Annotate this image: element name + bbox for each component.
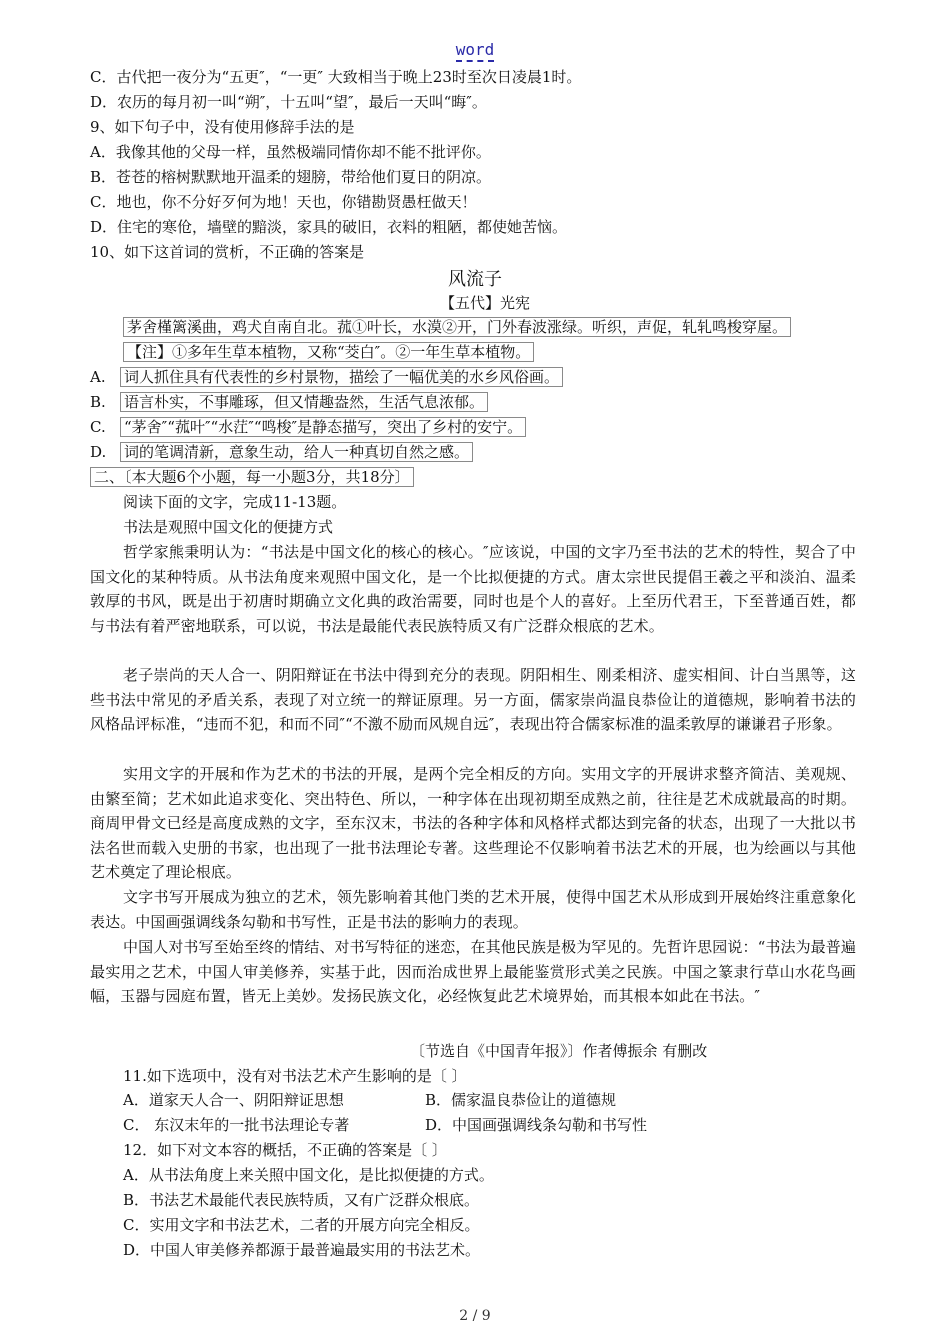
page-number: 2 / 9 (459, 1308, 491, 1324)
article-paragraph-3: 实用文字的开展和作为艺术的书法的开展，是两个完全相反的方向。实用文字的开展讲求整齐简洁、美观规、由繁至简；艺术如此追求变化、突出特色、所以，一种字体在出现初期至成熟之前，往往是艺术成就最高的时期。商周甲骨文已经是高度成熟的文字，至东汉末，书法的各种字体和风格样式都达到完备的状态，出现了一大批以书法名世而载入史册的书家，也出现了一批书法理论专著。这些理论不仅影响着书法艺术的开展，也为绘画以与其他艺术奠定了理论根底。 (90, 765, 856, 882)
q12-option-b: B．书法艺术最能代表民族特质，又有广泛群众根底。 (123, 1191, 480, 1209)
option-d-prev: D．农历的每月初一叫“朔″，十五叫“望″，最后一天叫“晦″。 (90, 93, 487, 111)
option-label: B. (90, 393, 106, 411)
article-paragraph-4: 文字书写开展成为独立的艺术，领先影响着其他门类的艺术开展，使得中国艺术从形成到开展始终注重意象化表达。中国画强调线条勾勒和书写性，正是书法的影响力的表现。 (90, 888, 856, 931)
page-header (0, 40, 950, 59)
q11-stem: 11.如下选项中，没有对书法艺术产生影响的是〔 〕 (123, 1067, 467, 1085)
q12-stem: 12．如下对文本容的概括，不正确的答案是〔 〕 (123, 1141, 447, 1159)
option-label: D. (90, 443, 107, 461)
q10-stem: 10、如下这首词的赏析，不正确的答案是 (90, 243, 365, 261)
q10-option-b (90, 391, 488, 413)
poem-author: 【五代】光宪 (439, 294, 530, 312)
section2-heading: 二、〔本大题6个小题，每一小题3分，共18分〕 (90, 467, 414, 487)
poem-text: 茅舍槿篱溪曲，鸡犬自南自北。菰①叶长，水漠②开，门外春波涨绿。听织，声促，轧轧鸣梭穿屋。 (123, 317, 791, 337)
q10-option-c (90, 416, 526, 438)
option-label: A. (90, 368, 106, 386)
q10-option-a (90, 366, 563, 388)
poem-note: 【注】①多年生草本植物，又称“茭白″。②一年生草本植物。 (123, 342, 534, 362)
option-text: 词人抓住具有代表性的乡村景物，描绘了一幅优美的水乡风俗画。 (120, 367, 563, 387)
q12-option-c: C．实用文字和书法艺术，二者的开展方向完全相反。 (123, 1216, 480, 1234)
article-paragraph-2: 老子崇尚的天人合一、阴阳辩证在书法中得到充分的表现。阴阳相生、刚柔相济、虚实相间、计白当黑等，这些书法中常见的矛盾关系，表现了对立统一的辩证原理。另一方面，儒家崇尚温良恭俭让的道德规，影响着书法的风格品评标准，“违而不犯，和而不同″“不激不励而风规自远″，表现出符合儒家标准的温柔敦厚的谦谦君子形象。 (90, 666, 856, 734)
q12-option-a: A．从书法角度上来关照中国文化，是比拟便捷的方式。 (123, 1166, 494, 1184)
q9-option-d: D．住宅的寒伧，墙壁的黯淡，家具的破旧，衣料的粗陋，都使她苦恼。 (90, 218, 568, 236)
reading-instruction: 阅读下面的文字，完成11-13题。 (123, 493, 347, 511)
option-text: 语言朴实，不事雕琢，但又情趣盎然，生活气息浓郁。 (120, 392, 488, 412)
q9-stem: 9、如下句子中，没有使用修辞手法的是 (90, 118, 355, 136)
option-label: C. (90, 418, 106, 436)
q9-option-a: A．我像其他的父母一样，虽然极端同情你却不能不批评你。 (90, 143, 491, 161)
q12-option-d: D．中国人审美修养都源于最普遍最实用的书法艺术。 (123, 1241, 481, 1259)
q9-option-c: C．地也，你不分好歹何为地！天也，你错勘贤愚枉做天！ (90, 193, 477, 211)
q11-option-b: B．儒家温良恭俭让的道德规 (425, 1091, 617, 1109)
option-text: 词的笔调清新，意象生动，给人一种真切自然之感。 (120, 442, 473, 462)
article-paragraph-1: 哲学家熊秉明认为：“书法是中国文化的核心的核心。″应该说，中国的文字乃至书法的艺术的特性，契合了中国文化的某种特质。从书法角度来观照中国文化，是一个比拟便捷的方式。唐太宗世民提倡王羲之平和淡泊、温柔敦厚的书风，既是出于初唐时期确立文化典的政治需要，同时也是个人的喜好。上至历代君王，下至普通百姓，都与书法有着严密地联系，可以说，书法是最能代表民族特质又有广泛群众根底的艺术。 (90, 543, 856, 635)
q9-option-b: B．苍苍的榕树默默地开温柔的翅膀，带给他们夏日的阴凉。 (90, 168, 492, 186)
q10-option-d (90, 441, 473, 463)
article-paragraph-5: 中国人对书写至始至终的情结、对书写特征的迷恋，在其他民族是极为罕见的。先哲许思园说：“书法为最普遍最实用之艺术，中国人审美修养，实基于此，因而治成世界上最能鉴赏形式美之民族。中国之篆隶行草山水花鸟画幅，玉器与园庭布置，皆无上美妙。发扬民族文化，必经恢复此艺术境界始，而其根本如此在书法。″ (90, 938, 856, 1006)
option-c-prev: C．古代把一夜分为“五更″，“一更″ 大致相当于晚上23时至次日凌晨1时。 (90, 68, 582, 86)
option-text: “茅舍″“菰叶″“水茳″“鸣梭″是静态描写，突出了乡村的安宁。 (120, 417, 526, 437)
article-source: 〔节选自《中国青年报》〕作者傅振余 有删改 (410, 1042, 708, 1060)
q11-option-a: A．道家天人合一、阴阳辩证思想 (123, 1091, 344, 1109)
poem-title: 风流子 (448, 269, 502, 290)
article-title: 书法是观照中国文化的便捷方式 (123, 518, 334, 536)
q11-option-c: C． 东汉末年的一批书法理论专著 (123, 1116, 350, 1134)
q11-option-d: D．中国画强调线条勾勒和书写性 (425, 1116, 648, 1134)
header-word-link[interactable]: word (456, 40, 495, 62)
